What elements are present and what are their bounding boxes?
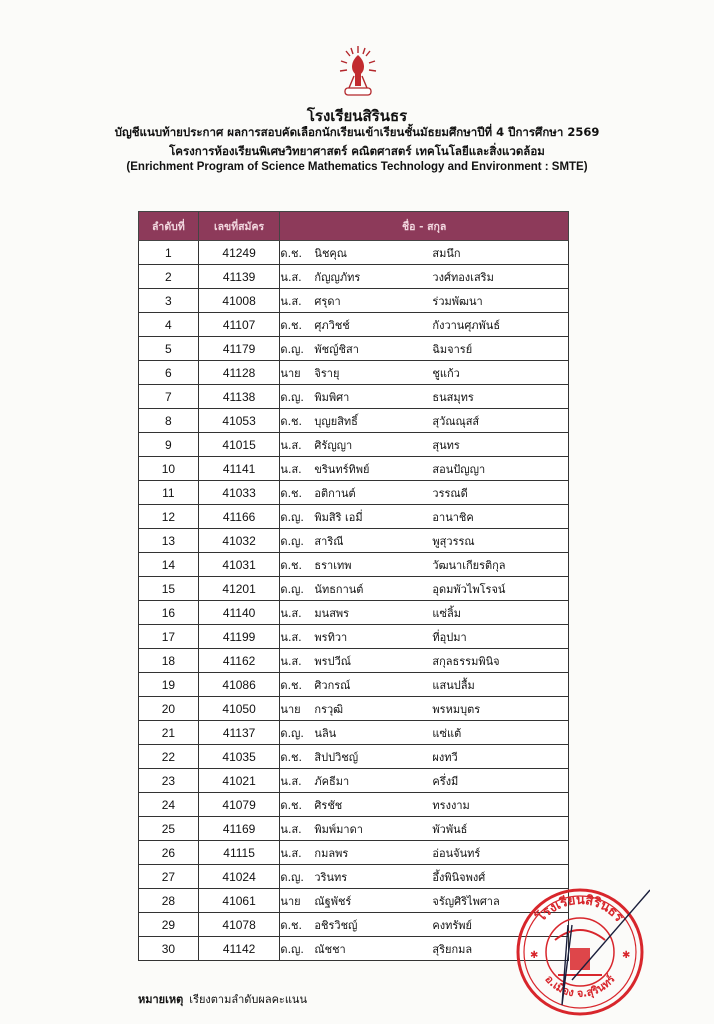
first-name: กัญญภัทร [314,270,361,284]
rank-cell: 5 [139,337,199,361]
first-name: พิมพิศา [314,390,350,404]
name-prefix: ด.ช. [280,558,303,572]
name-prefix: ด.ญ. [280,342,304,356]
table-row [139,601,569,625]
rank-cell: 1 [139,241,199,265]
first-name: ศิรัญญา [314,438,353,452]
application-number-cell: 41031 [198,553,280,577]
table-row [139,625,569,649]
rank-cell: 7 [139,385,199,409]
rank-cell: 19 [139,673,199,697]
application-number-cell: 41053 [198,409,280,433]
application-number-cell: 41162 [198,649,280,673]
rank-cell: 28 [139,889,199,913]
full-name-cell [280,649,569,673]
application-number-cell: 41169 [198,817,280,841]
last-name: ร่วมพัฒนา [432,294,483,308]
first-name: ขรินทร์ทิพย์ [314,462,370,476]
full-name-cell [280,241,569,265]
first-name: นิชคุณ [314,246,347,260]
rank-cell: 8 [139,409,199,433]
first-name: กมลพร [314,846,349,860]
table-row [139,913,569,937]
rank-cell: 18 [139,649,199,673]
first-name: อติกานต์ [314,486,356,500]
first-name: ณัฐพัชร์ [314,894,352,908]
rank-cell: 11 [139,481,199,505]
name-prefix: น.ส. [280,606,302,620]
first-name: อชิรวิชญ์ [314,918,358,932]
application-number-cell: 41141 [198,457,280,481]
last-name: อานาชิค [432,510,474,524]
name-prefix: ด.ช. [280,414,303,428]
table-row [139,937,569,961]
last-name: ทรงงาม [432,798,470,812]
first-name: พิมพ์มาดา [314,822,363,836]
table-row [139,721,569,745]
last-name: ธนสมุทร [432,390,474,404]
name-prefix: น.ส. [280,774,302,788]
table-row [139,745,569,769]
application-number-cell: 41008 [198,289,280,313]
full-name-cell [280,697,569,721]
application-number-cell: 41115 [198,841,280,865]
first-name: วรินทร [314,870,348,884]
last-name: วงศ์ทองเสริม [432,270,494,284]
application-number-cell: 41199 [198,625,280,649]
name-prefix: ด.ช. [280,246,303,260]
table-row [139,553,569,577]
svg-text:✱: ✱ [530,950,539,961]
name-prefix: น.ส. [280,846,302,860]
application-number-cell: 41249 [198,241,280,265]
full-name-cell [280,841,569,865]
application-number-cell: 41086 [198,673,280,697]
name-prefix: ด.ช. [280,678,303,692]
full-name-cell [280,409,569,433]
first-name: พรทิวา [314,630,348,644]
application-number-cell: 41024 [198,865,280,889]
full-name-cell [280,553,569,577]
full-name-cell [280,265,569,289]
table-row [139,889,569,913]
name-prefix: ด.ช. [280,918,303,932]
full-name-cell [280,385,569,409]
table-row [139,577,569,601]
application-number-cell: 41033 [198,481,280,505]
first-name: บุญยสิทธิ์ [314,414,358,428]
table-row [139,289,569,313]
last-name: สุวัณณุสส์ [432,414,480,428]
name-prefix: นาย [280,366,301,380]
svg-text:✱: ✱ [622,950,631,961]
full-name-cell [280,769,569,793]
table-row [139,817,569,841]
application-number-cell: 41142 [198,937,280,961]
application-number-cell: 41079 [198,793,280,817]
seal-bottom-text: อ.เมือง จ.สุรินทร์ [542,972,618,1000]
first-name: ศรุดา [314,294,341,308]
name-prefix: ด.ญ. [280,390,304,404]
table-row [139,265,569,289]
rank-cell: 10 [139,457,199,481]
rank-cell: 27 [139,865,199,889]
table-row [139,769,569,793]
full-name-cell [280,313,569,337]
application-number-cell: 41035 [198,745,280,769]
full-name-cell [280,721,569,745]
name-prefix: น.ส. [280,462,302,476]
first-name: มนสพร [314,606,350,620]
full-name-cell [280,457,569,481]
name-prefix: ด.ญ. [280,582,304,596]
full-name-cell [280,433,569,457]
name-prefix: ด.ช. [280,750,303,764]
name-prefix: ด.ญ. [280,510,304,524]
application-number-cell: 41015 [198,433,280,457]
last-name: แซ่ลิ้ม [432,606,461,620]
name-prefix: ด.ช. [280,318,303,332]
full-name-cell [280,601,569,625]
application-number-cell: 41166 [198,505,280,529]
rank-cell: 23 [139,769,199,793]
rank-cell: 21 [139,721,199,745]
full-name-cell [280,745,569,769]
first-name: นัทธกานต์ [314,582,364,596]
last-name: สุนทร [432,438,460,452]
first-name: ภัคธีมา [314,774,350,788]
full-name-cell [280,481,569,505]
last-name: ครึ่งมี [432,774,459,788]
application-number-cell: 41032 [198,529,280,553]
rank-cell: 16 [139,601,199,625]
table-row [139,841,569,865]
last-name: จรัญศิริไพศาล [432,894,500,908]
footnote [138,990,307,1008]
table-row [139,409,569,433]
school-seal-stamp-icon [510,880,650,1020]
last-name: อุดมพัวไพโรจน์ [432,582,506,596]
first-name: ณัชชา [314,942,346,956]
full-name-cell [280,793,569,817]
table-row [139,529,569,553]
name-prefix: น.ส. [280,438,302,452]
column-header-rank: ลำดับที่ [139,212,199,241]
last-name: ผงทวี [432,750,458,764]
table-row [139,385,569,409]
name-prefix: ด.ญ. [280,726,304,740]
footnote-label: หมายเหตุ [138,993,184,1006]
table-row [139,337,569,361]
last-name: สกุลธรรมพินิจ [432,654,500,668]
table-row [139,793,569,817]
full-name-cell [280,505,569,529]
last-name: พรหมบุตร [432,702,481,716]
full-name-cell [280,673,569,697]
first-name: ศุภวิชช์ [314,318,350,332]
name-prefix: ด.ญ. [280,942,304,956]
first-name: กรวุฒิ [314,702,344,716]
table-row [139,865,569,889]
first-name: สาริณี [314,534,344,548]
first-name: สิปปวิชญ์ [314,750,359,764]
name-prefix: น.ส. [280,654,302,668]
rank-cell: 29 [139,913,199,937]
rank-cell: 22 [139,745,199,769]
last-name: ชูแก้ว [432,366,460,380]
last-name: สมนึก [432,246,461,260]
last-name: คงทรัพย์ [432,918,473,932]
rank-cell: 4 [139,313,199,337]
first-name: พัชญ์ชิสา [314,342,359,356]
rank-cell: 30 [139,937,199,961]
table-row [139,649,569,673]
last-name: พัวพันธ์ [432,822,468,836]
school-name: โรงเรียนสิรินธร [306,107,408,125]
rank-cell: 9 [139,433,199,457]
table-row [139,505,569,529]
column-header-application-number: เลขที่สมัคร [198,212,280,241]
full-name-cell [280,625,569,649]
application-number-cell: 41107 [198,313,280,337]
full-name-cell [280,289,569,313]
full-name-cell [280,529,569,553]
full-name-cell [280,817,569,841]
application-number-cell: 41201 [198,577,280,601]
application-number-cell: 41050 [198,697,280,721]
first-name: พิมสิริ เอมี่ [314,510,363,524]
name-prefix: นาย [280,894,301,908]
table-row [139,313,569,337]
name-prefix: น.ส. [280,270,302,284]
table-row [139,457,569,481]
table-row [139,361,569,385]
last-name: แสนปลื้ม [432,678,475,692]
first-name: ธราเทพ [314,558,352,572]
table-row [139,241,569,265]
last-name: อ่อนจันทร์ [432,846,481,860]
rank-cell: 24 [139,793,199,817]
rank-cell: 3 [139,289,199,313]
announcement-title: บัญชีแนบท้ายประกาศ ผลการสอบคัดเลือกนักเรียนเข้าเรียนชั้นมัธยมศึกษาปีที่ 4 ปีการศึกษา 2569 [114,125,600,139]
table-row [139,697,569,721]
rank-cell: 15 [139,577,199,601]
full-name-cell [280,361,569,385]
name-prefix: น.ส. [280,822,302,836]
application-number-cell: 41179 [198,337,280,361]
rank-cell: 2 [139,265,199,289]
last-name: สอนปัญญา [432,462,486,476]
application-number-cell: 41078 [198,913,280,937]
application-number-cell: 41137 [198,721,280,745]
rank-cell: 13 [139,529,199,553]
table-row [139,481,569,505]
rank-cell: 14 [139,553,199,577]
first-name: ศิวกรณ์ [314,678,351,692]
full-name-cell [280,337,569,361]
results-table [138,211,569,961]
name-prefix: นาย [280,702,301,716]
footnote-text: เรียงตามลำดับผลคะแนน [189,993,307,1006]
application-number-cell: 41138 [198,385,280,409]
table-header-row [139,212,569,241]
program-title-english: (Enrichment Program of Science Mathematics Technology and Environment : SMTE) [126,161,588,173]
last-name: ที่อุปมา [432,630,467,644]
first-name: จิรายุ [314,366,340,380]
name-prefix: ด.ญ. [280,870,304,884]
column-header-full-name: ชื่อ - สกุล [280,212,569,241]
table-row [139,673,569,697]
application-number-cell: 41021 [198,769,280,793]
last-name: ฉิมจารย์ [432,342,473,356]
rank-cell: 20 [139,697,199,721]
seal-top-text: โรงเรียนสิรินธร [533,892,627,926]
rank-cell: 12 [139,505,199,529]
last-name: สุริยกมล [432,942,473,956]
application-number-cell: 41061 [198,889,280,913]
program-title-thai: โครงการห้องเรียนพิเศษวิทยาศาสตร์ คณิตศาสตร์ เทคโนโลยีและสิ่งแวดล้อม [169,144,545,158]
table-body [139,241,569,961]
last-name: แซ่แต้ [432,726,462,740]
rank-cell: 25 [139,817,199,841]
name-prefix: ด.ช. [280,798,303,812]
first-name: นลิน [314,726,337,740]
rank-cell: 6 [139,361,199,385]
last-name: อึ้งพินิจพงศ์ [432,870,486,884]
last-name: วัฒนาเกียรติกุล [432,558,506,572]
first-name: ศิรชัช [314,798,343,812]
name-prefix: ด.ญ. [280,534,304,548]
name-prefix: น.ส. [280,294,302,308]
rank-cell: 26 [139,841,199,865]
table-row [139,433,569,457]
name-prefix: ด.ช. [280,486,303,500]
application-number-cell: 41139 [198,265,280,289]
school-emblem-icon [337,44,379,102]
last-name: กังวานศุภพันธ์ [432,318,501,332]
last-name: พูสุวรรณ [432,534,475,548]
application-number-cell: 41140 [198,601,280,625]
rank-cell: 17 [139,625,199,649]
application-number-cell: 41128 [198,361,280,385]
first-name: พรปวีณ์ [314,654,351,668]
last-name: วรรณดี [432,486,468,500]
name-prefix: น.ส. [280,630,302,644]
full-name-cell [280,577,569,601]
